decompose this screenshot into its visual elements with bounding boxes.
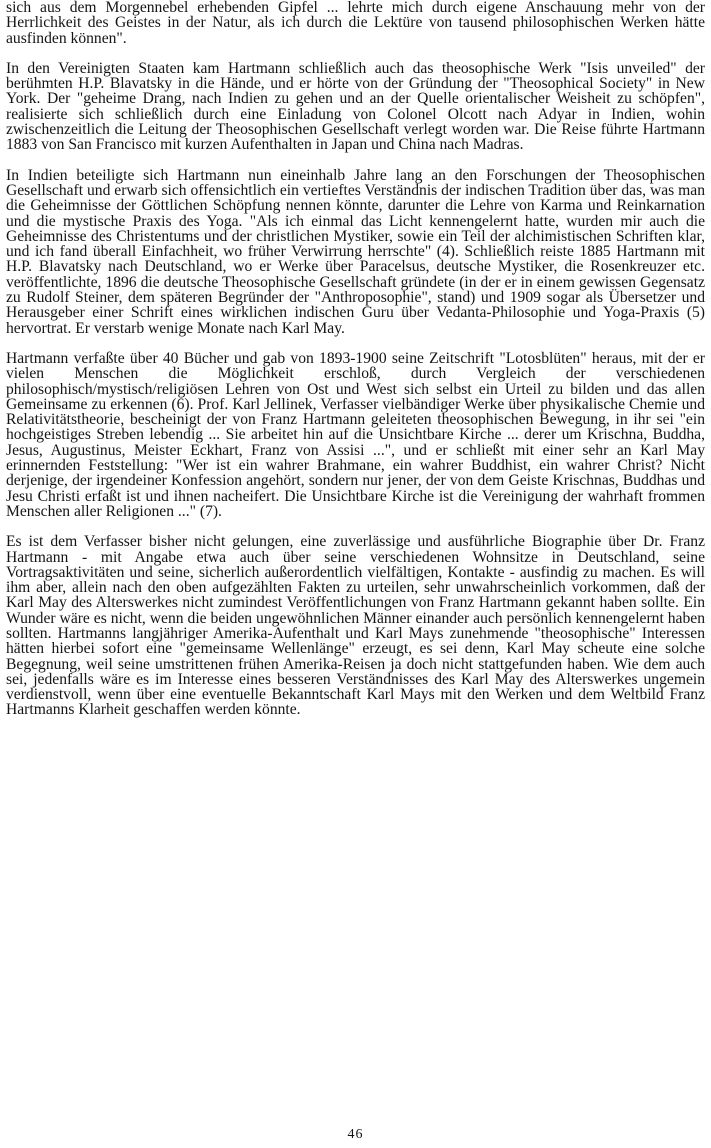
- page-number: 46: [347, 1127, 364, 1142]
- paragraph-3: In Indien beteiligte sich Hartmann nun eineinhalb Jahre lang an den Forschungen der Theosophischen Gesellschaft und erwarb sich offensichtlich ein vertieftes Verständnis der indischen Tradition über das, was man die Geheimnisse der Göttlichen Schöpfung nennen könnte, darunter die Lehre von Karma und Reinkarnation und die mystische Praxis des Yoga. "Als ich einmal das Licht kennengelernt hatte, wurden mir auch die Geheimnisse des Christentums und der christlichen Mystiker, sowie ein Teil der alchimistischen Schriften klar, und ich fand überall Einfachheit, wo früher Verwirrung herrschte" (4). Schließlich reiste 1885 Hartmann mit H.P. Blavatsky nach Deutschland, wo er Werke über Paracelsus, deutsche Mystiker, die Rosenkreuzer etc. veröffentlichte, 1896 die deutsche Theosophische Gesellschaft gründete (in der er in einem gewissen Gegensatz zu Rudolf Steiner, dem späteren Begründer der "Anthroposophie", stand) und 1909 sogar als Übersetzer und Herausgeber einer Schrift eines wirklichen indischen Guru über Vedanta-Philosophie und Yoga-Praxis (5) hervortrat. Er verstarb wenige Monate nach Karl May.: [6, 166, 705, 337]
- paragraph-2: In den Vereinigten Staaten kam Hartmann schließlich auch das theosophische Werk "Isis unveiled" der berühmten H.P. Blavatsky in die Hände, und er hörte von der Gründung der "Theosophical Society" in New York. Der "geheime Drang, nach Indien zu gehen und an der Quelle orientalischer Weisheit zu schöpfen", realisierte sich schließlich durch eine Einladung von Colonel Olcott nach Adyar in Indien, wohin zwischenzeitlich die Leitung der Theosophischen Gesellschaft verlegt worden war. Die Reise führte Hartmann 1883 von San Francisco mit kurzen Aufenthalten in Japan und China nach Madras.: [6, 59, 705, 154]
- paragraph-4: Hartmann verfaßte über 40 Bücher und gab von 1893-1900 seine Zeitschrift "Lotosblüten" heraus, mit der er vielen Menschen die Möglichkeit erschloß, durch Vergleich der verschiedenen philosophisch/mystisch/religiösen Lehren von Ost und West sich selbst ein Urteil zu bilden und das allen Gemeinsame zu erkennen (6). Prof. Karl Jellinek, Verfasser vielbändiger Werke über physikalische Chemie und Relativitätstheorie, bescheinigt der von Franz Hartmann geleiteten theosophischen Bewegung, in ihr sei "ein hochgeistiges Streben lebendig ... Sie arbeitet hin auf die Unsichtbare Kirche ... derer um Krischna, Buddha, Jesus, Augustinus, Meister Eckhart, Franz von Assisi ...", und er schließt mit einer sehr an Karl May erinnernden Feststellung: "Wer ist ein wahrer Brahmane, ein wahrer Buddhist, ein wahrer Christ? Nicht derjenige, der irgendeiner Konfession angehört, sondern nur jener, der von dem Geiste Krischnas, Buddhas und Jesu Christi erfaßt ist und ihnen nacheifert. Die Unsichtbare Kirche ist die Vereinigung der wahrhaft frommen Menschen aller Religionen ..." (7).: [6, 349, 705, 520]
- paragraph-1: sich aus dem Morgennebel erhebenden Gipfel ... lehrte mich durch eigene Anschauung mehr von der Herrlichkeit des Geistes in der Natur, als ich durch die Lektüre von tausend philosophischen Werken hätte ausfinden können".: [6, 0, 705, 47]
- page-body: [6, 0, 705, 733]
- paragraph-5: Es ist dem Verfasser bisher nicht gelungen, eine zuverlässige und ausführliche Biographie über Dr. Franz Hartmann - mit Angabe etwa auch über seine verschiedenen Wohnsitze in Deutschland, seine Vortragsaktivitäten und seine, sicherlich außerordentlich vielfältigen, Kontakte - ausfindig zu machen. Es will ihm aber, allein nach den oben aufgezählten Fakten zu urteilen, sehr unwahrscheinlich vorkommen, daß der Karl May des Alterswerkes nicht zumindest Veröffentlichungen von Franz Hartmann gekannt haben sollte. Ein Wunder wäre es nicht, wenn die beiden ungewöhnlichen Männer einander auch persönlich kennengelernt haben sollten. Hartmanns langjähriger Amerika-Aufenthalt und Karl Mays zunehmende "theosophische" Interessen hätten hierbei sofort eine "gemeinsame Wellenlänge" erzeugt, es sei denn, Karl May scheute eine solche Begegnung, weil seine umstrittenen frühen Amerika-Reisen ja doch nicht stattgefunden haben. Wie dem auch sei, jedenfalls wäre es im Interesse eines besseren Verständnisses des Karl May des Alterswerkes ungemein verdienstvoll, wenn über eine eventuelle Bekanntschaft Karl Mays mit den Werken und dem Weltbild Franz Hartmanns Klarheit geschaffen werden könnte.: [6, 533, 705, 719]
